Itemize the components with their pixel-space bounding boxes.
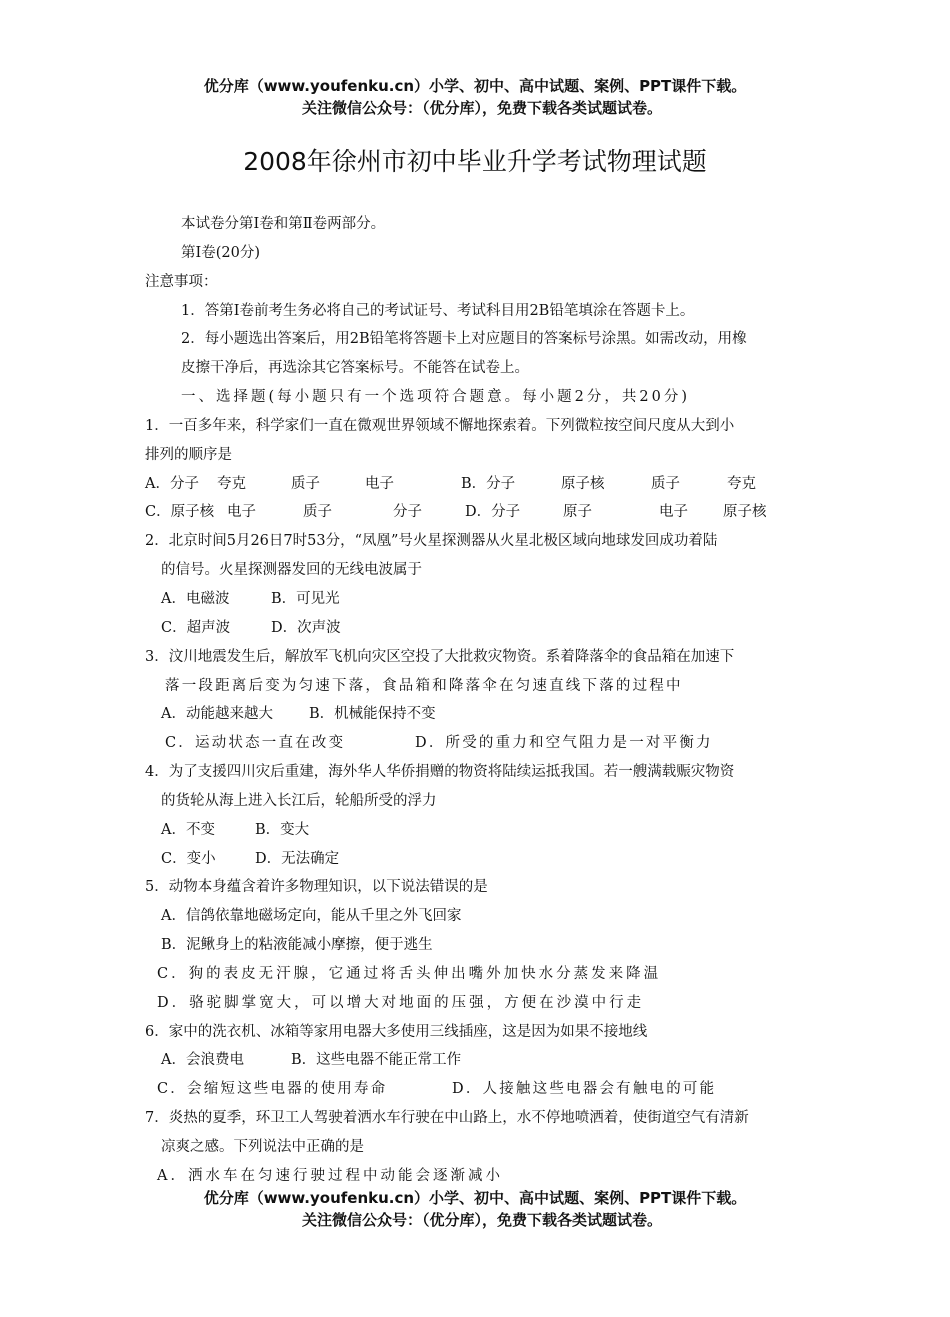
q4-option-a: A．不变 [161, 821, 215, 838]
q3-option-c: C．运动状态一直在改变 [165, 735, 346, 752]
q3-stem-cont: 落一段距离后变为匀速下落，食品箱和降落伞在匀速直线下落的过程中 [165, 677, 683, 694]
q3-option-a: A．动能越来越大 [161, 706, 273, 723]
q1-option-a-label: A．分子 [145, 475, 199, 492]
q4-stem-cont: 的货轮从海上进入长江后，轮船所受的浮力 [161, 792, 437, 809]
q5-option-b: B．泥鳅身上的粘液能减小摩擦，便于逃生 [161, 937, 433, 954]
q1-option-c-label: C．原子核 [145, 504, 215, 521]
q2-options-cd [145, 614, 835, 643]
banner-line-2: 关注微信公众号：（优分库），免费下载各类试题试卷。 [301, 99, 662, 117]
q6-option-a: A．会浪费电 [161, 1052, 244, 1069]
footer-line-2: 关注微信公众号：（优分库），免费下载各类试题试卷。 [301, 1211, 662, 1229]
q6-stem: 6．家中的洗衣机、冰箱等家用电器大多使用三线插座，这是因为如果不接地线 [145, 1023, 648, 1040]
q6-option-c: C．会缩短这些电器的使用寿命 [157, 1081, 388, 1098]
q1-option-b-label: B．分子 [461, 475, 516, 492]
q1-option-b-item: 原子核 [561, 475, 605, 492]
q6-option-d: D．人接触这些电器会有触电的可能 [452, 1081, 717, 1098]
exam-body [145, 210, 835, 1191]
q1-option-d-item: 电子 [659, 504, 688, 521]
q5-option-d: D．骆驼脚掌宽大，可以增大对地面的压强，方便在沙漠中行走 [157, 994, 645, 1011]
q3-option-d: D．所受的重力和空气阻力是一对平衡力 [415, 735, 713, 752]
bottom-banner [0, 1187, 950, 1231]
exam-title: 2008年徐州市初中毕业升学考试物理试题 [243, 147, 707, 176]
q6-options-cd [145, 1075, 835, 1104]
q4-options-cd [145, 845, 835, 874]
q3-option-b: B．机械能保持不变 [309, 706, 436, 723]
footer-line-1: 优分库（www.youfenku.cn）小学、初中、高中试题、案例、PPT课件下载。 [203, 1189, 747, 1207]
q1-option-b-item: 质子 [651, 475, 680, 492]
notice-item-2: 2．每小题选出答案后，用2B铅笔将答题卡上对应题目的答案标号涂黑。如需改动，用橡 [181, 331, 747, 348]
q2-option-d: D．次声波 [271, 619, 341, 636]
q1-options-cd [145, 498, 835, 527]
q4-option-d: D．无法确定 [255, 850, 340, 867]
q5-stem: 5．动物本身蕴含着许多物理知识，以下说法错误的是 [145, 879, 488, 896]
top-banner [0, 75, 950, 119]
q6-option-b: B．这些电器不能正常工作 [291, 1052, 462, 1069]
q2-option-a: A．电磁波 [161, 590, 230, 607]
q1-option-a-item: 电子 [365, 475, 394, 492]
q1-stem-cont: 排列的顺序是 [145, 446, 232, 463]
q4-stem: 4．为了支援四川灾后重建，海外华人华侨捐赠的物资将陆续运抵我国。若一艘满载赈灾物资 [145, 764, 735, 781]
q7-stem: 7．炎热的夏季，环卫工人驾驶着洒水车行驶在中山路上，水不停地喷洒着，使街道空气有清新 [145, 1110, 749, 1127]
q1-option-a-item: 质子 [291, 475, 320, 492]
q1-option-d-item: 原子 [563, 504, 592, 521]
notice-item-1: 1．答第Ⅰ卷前考生务必将自己的考试证号、考试科目用2B铅笔填涂在答题卡上。 [181, 302, 695, 319]
notice-heading: 注意事项： [145, 273, 218, 290]
q3-options-cd [145, 729, 835, 758]
q3-stem: 3．汶川地震发生后，解放军飞机向灾区空投了大批救灾物资。系着降落伞的食品箱在加速下 [145, 648, 735, 665]
q6-options-ab [145, 1046, 835, 1075]
q2-stem-cont: 的信号。火星探测器发回的无线电波属于 [161, 562, 422, 579]
q1-option-c-item: 分子 [393, 504, 422, 521]
q1-option-c-item: 电子 [227, 504, 256, 521]
q7-option-a: A．洒水车在匀速行驶过程中动能会逐渐减小 [157, 1167, 503, 1184]
q1-options-ab [145, 470, 835, 499]
q5-option-c: C．狗的表皮无汗腺，它通过将舌头伸出嘴外加快水分蒸发来降温 [157, 965, 662, 982]
q1-stem: 1．一百多年来，科学家们一直在微观世界领域不懈地探索着。下列微粒按空间尺度从大到小 [145, 417, 735, 434]
q2-stem: 2．北京时间5月26日7时53分，“凤凰”号火星探测器从火星北极区域向地球发回成功着陆 [145, 533, 718, 550]
q1-option-d-item: 原子核 [723, 504, 767, 521]
q4-options-ab [145, 816, 835, 845]
q4-option-c: C．变小 [161, 850, 216, 867]
q2-option-b: B．可见光 [271, 590, 340, 607]
q1-option-a-item: 夸克 [217, 475, 246, 492]
q1-option-c-item: 质子 [303, 504, 332, 521]
q2-option-c: C．超声波 [161, 619, 231, 636]
notice-item-2-cont: 皮擦干净后，再选涂其它答案标号。不能答在试卷上。 [181, 360, 529, 377]
q5-option-a: A．信鸽依靠地磁场定向，能从千里之外飞回家 [161, 908, 462, 925]
banner-line-1: 优分库（www.youfenku.cn）小学、初中、高中试题、案例、PPT课件下载。 [203, 77, 747, 95]
part-heading: 第Ⅰ卷(20分) [181, 244, 260, 261]
q1-option-d-label: D．分子 [465, 504, 521, 521]
q4-option-b: B．变大 [255, 821, 310, 838]
q3-options-ab [145, 700, 835, 729]
intro-text: 本试卷分第Ⅰ卷和第Ⅱ卷两部分。 [181, 216, 386, 232]
q1-option-b-item: 夸克 [727, 475, 756, 492]
q2-options-ab [145, 585, 835, 614]
q7-stem-cont: 凉爽之感。下列说法中正确的是 [161, 1139, 364, 1155]
section-heading: 一、选择题(每小题只有一个选项符合题意。每小题2分，共20分) [181, 389, 690, 406]
